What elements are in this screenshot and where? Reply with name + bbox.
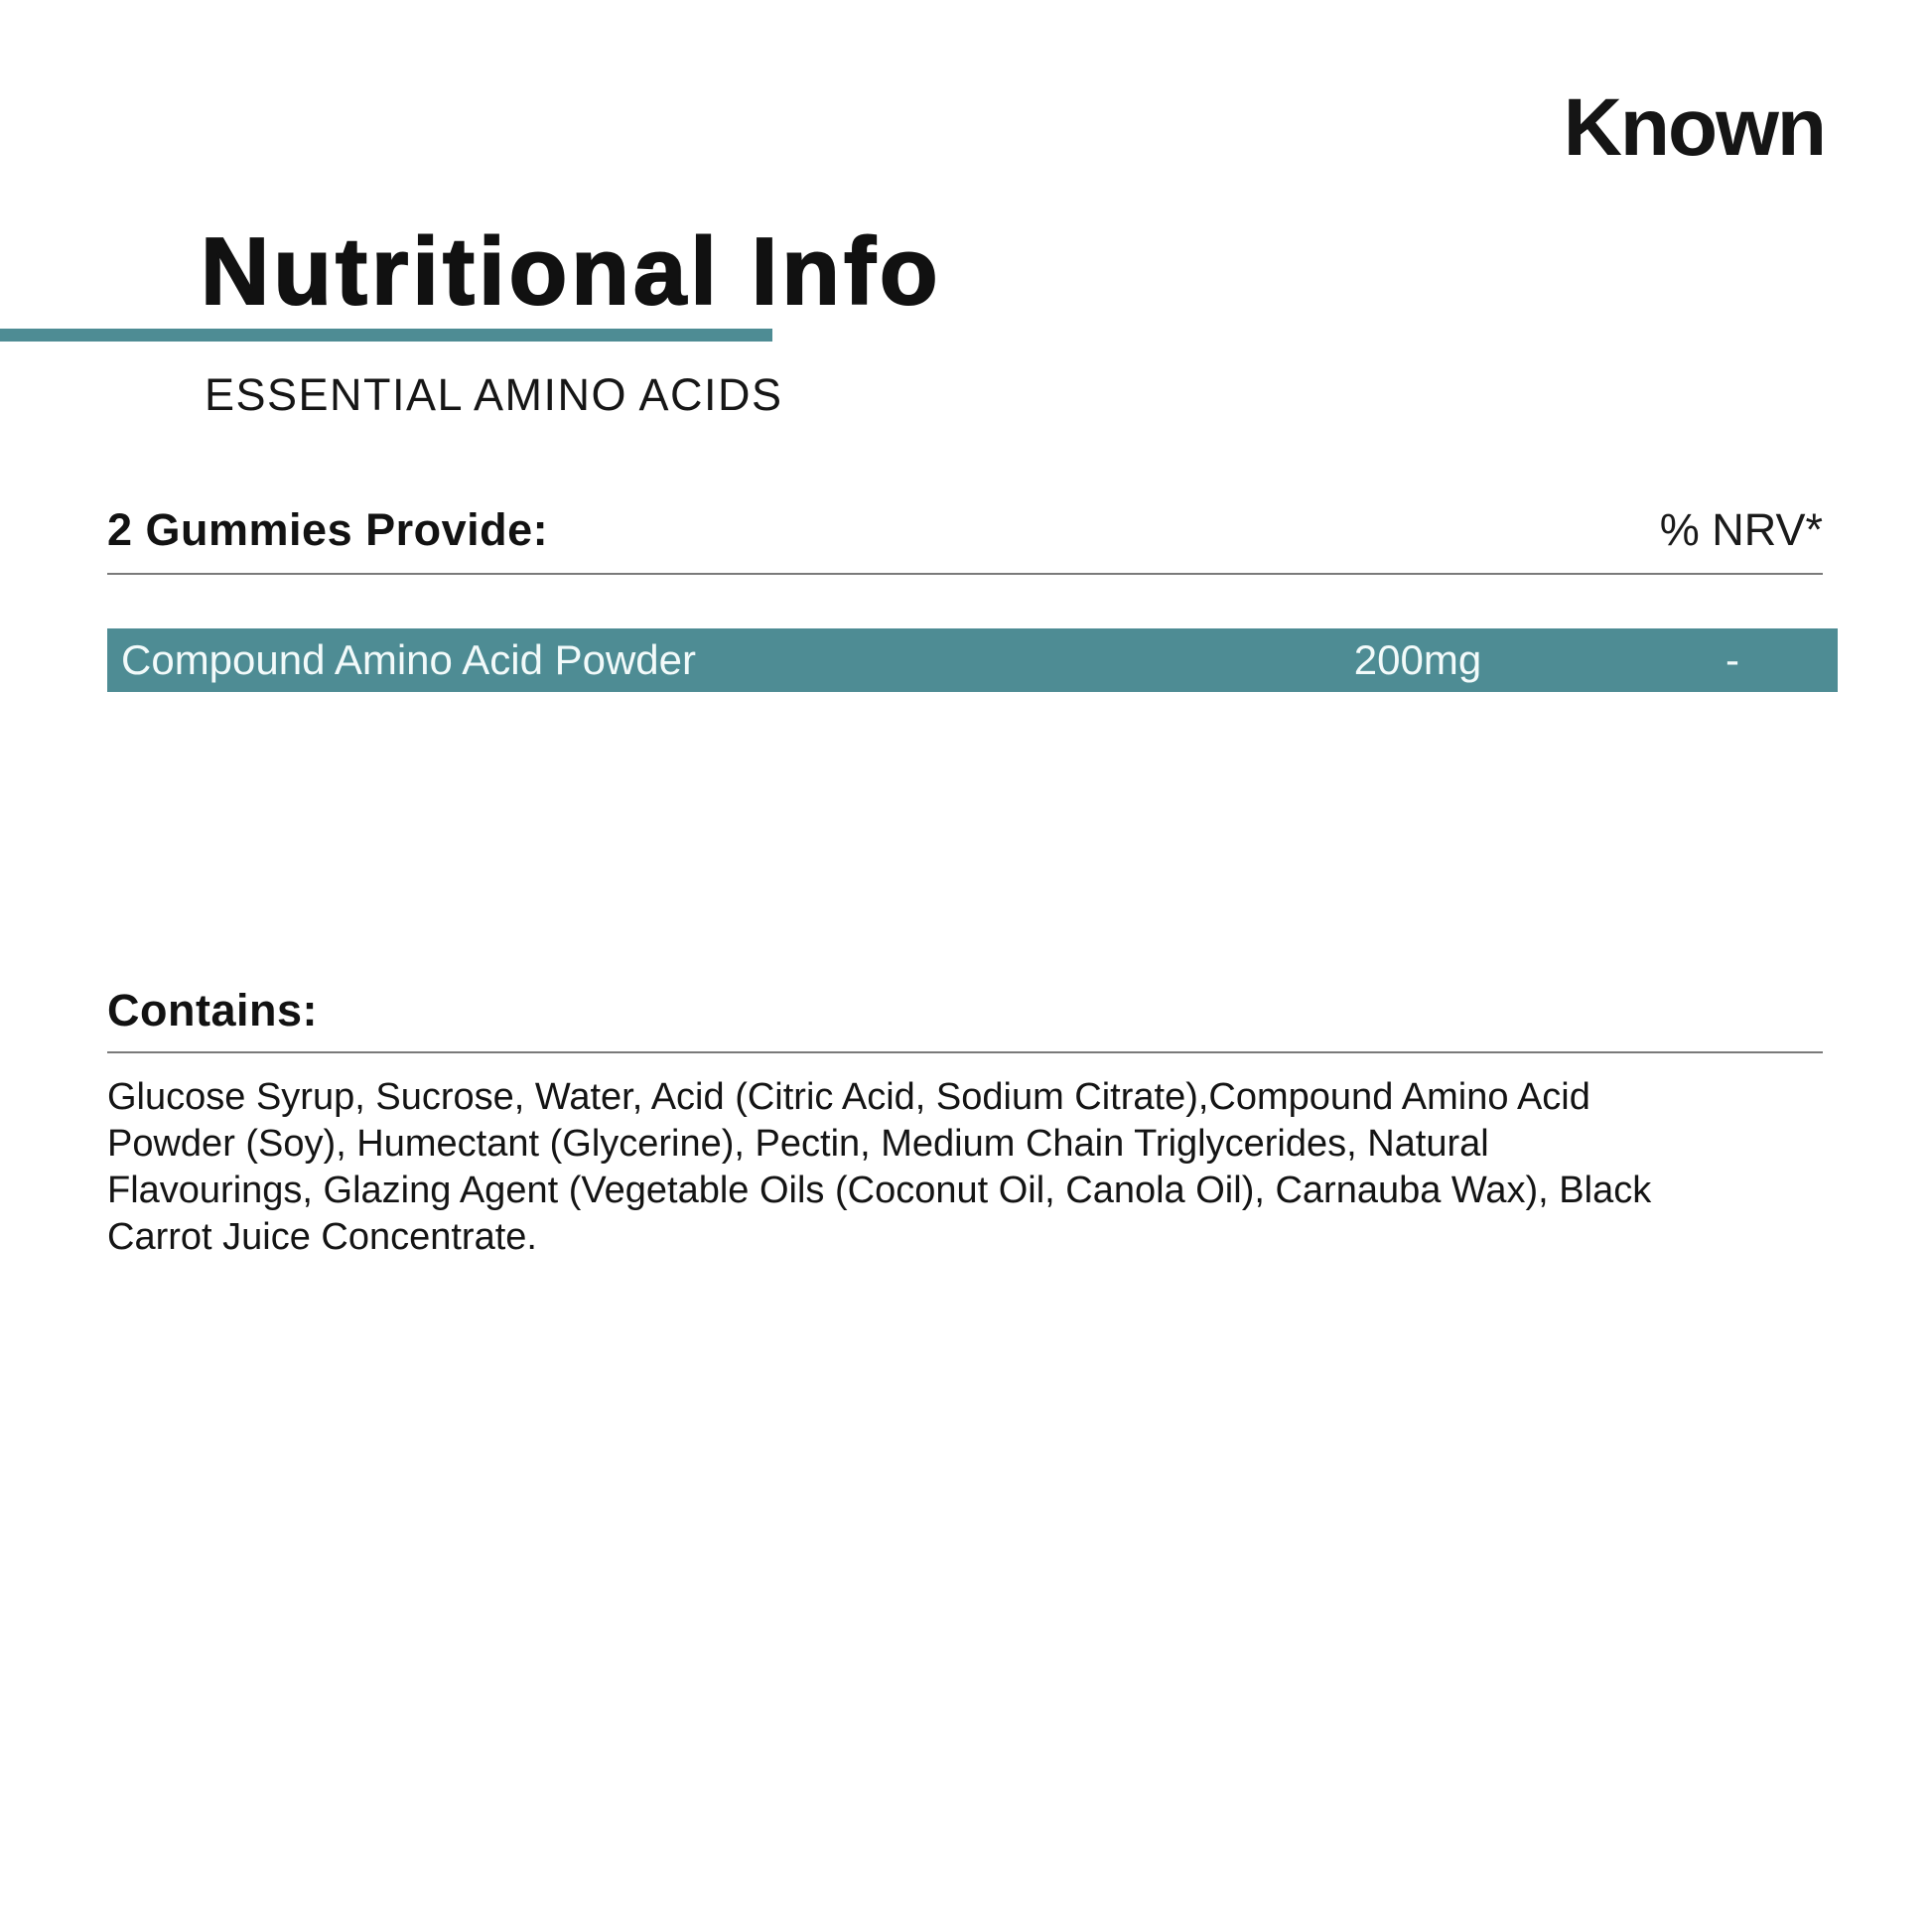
- ingredients-paragraph: [107, 1074, 1855, 1261]
- ingredients-line: Glucose Syrup, Sucrose, Water, Acid (Citric Acid, Sodium Citrate),Compound Amino Acid: [107, 1076, 1590, 1118]
- ingredients-line: Carrot Juice Concentrate.: [107, 1216, 537, 1258]
- contains-divider: [107, 1051, 1823, 1053]
- contains-heading: Contains:: [107, 985, 318, 1035]
- ingredients-line: Flavourings, Glazing Agent (Vegetable Oils (Coconut Oil, Canola Oil), Carnauba Wax), Black: [107, 1170, 1652, 1211]
- title-accent-bar: [0, 329, 772, 342]
- nrv-column-label: % NRV*: [1659, 504, 1823, 555]
- table-header-row: [107, 504, 1823, 556]
- table-row: [107, 628, 1838, 692]
- header-divider: [107, 573, 1823, 575]
- brand-logo: Known: [1563, 82, 1825, 173]
- serving-label: 2 Gummies Provide:: [107, 504, 549, 555]
- nutrient-amount: 200mg: [1353, 636, 1482, 683]
- page-subtitle: ESSENTIAL AMINO ACIDS: [205, 369, 783, 420]
- page-title: Nutritional Info: [201, 218, 942, 325]
- nutrient-nrv-value: -: [1725, 636, 1739, 683]
- ingredients-line: Powder (Soy), Humectant (Glycerine), Pectin, Medium Chain Triglycerides, Natural: [107, 1123, 1489, 1165]
- nutrient-name: Compound Amino Acid Powder: [121, 636, 696, 683]
